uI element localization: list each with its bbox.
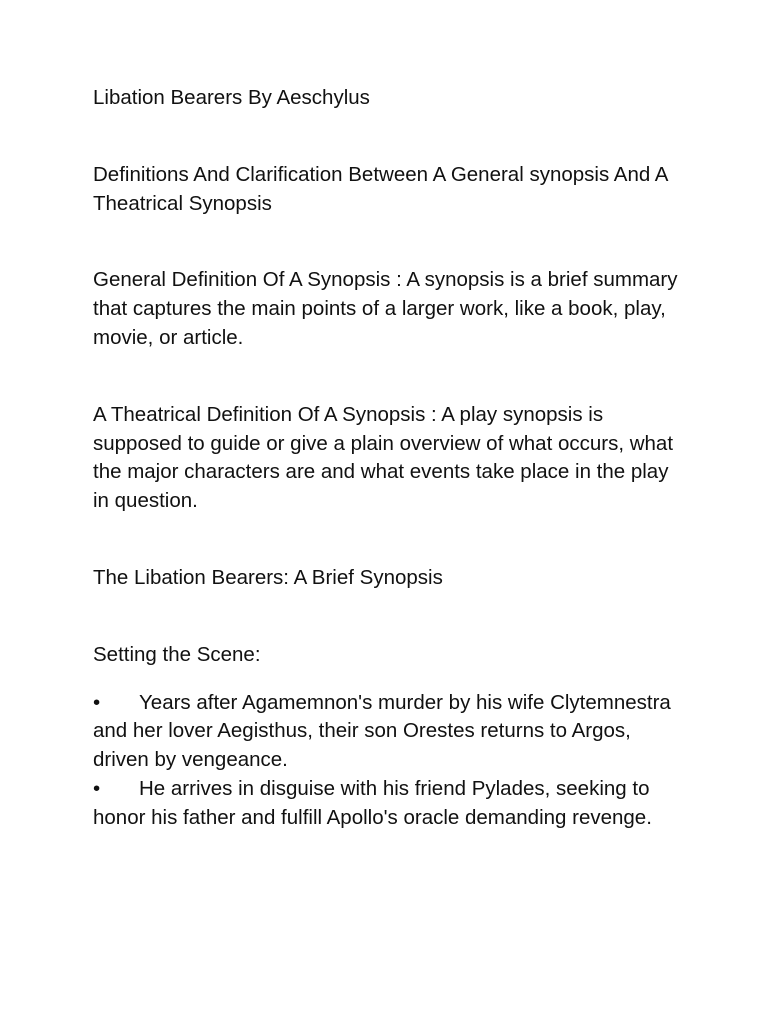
bullet-item	[93, 689, 683, 775]
document-title: Libation Bearers By Aeschylus	[93, 86, 370, 109]
theatrical-definition-paragraph: A Theatrical Definition Of A Synopsis : A play synopsis is supposed to guide or give a plain overview of what occurs, what the major characters are and what events take place in the play in question.	[93, 402, 674, 513]
bullet-item	[93, 775, 683, 833]
bullet-icon: •	[93, 690, 101, 714]
scene-heading: Setting the Scene:	[93, 642, 261, 666]
document-page	[93, 84, 683, 833]
synopsis-heading: The Libation Bearers: A Brief Synopsis	[93, 565, 443, 589]
bullet-icon: •	[93, 776, 101, 800]
bullet-text: Years after Agamemnon's murder by his wife Clytemnestra and her lover Aegisthus, their son Orestes returns to Argos, driven by vengeance.	[93, 690, 671, 772]
general-definition-paragraph: General Definition Of A Synopsis : A synopsis is a brief summary that captures the main points of a larger work, like a book, play, movie, or article.	[93, 268, 678, 349]
bullet-text: He arrives in disguise with his friend Pylades, seeking to honor his father and fulfill Apollo's oracle demanding revenge.	[93, 776, 652, 829]
section-heading: Definitions And Clarification Between A General synopsis And A Theatrical Synopsis	[93, 162, 668, 215]
